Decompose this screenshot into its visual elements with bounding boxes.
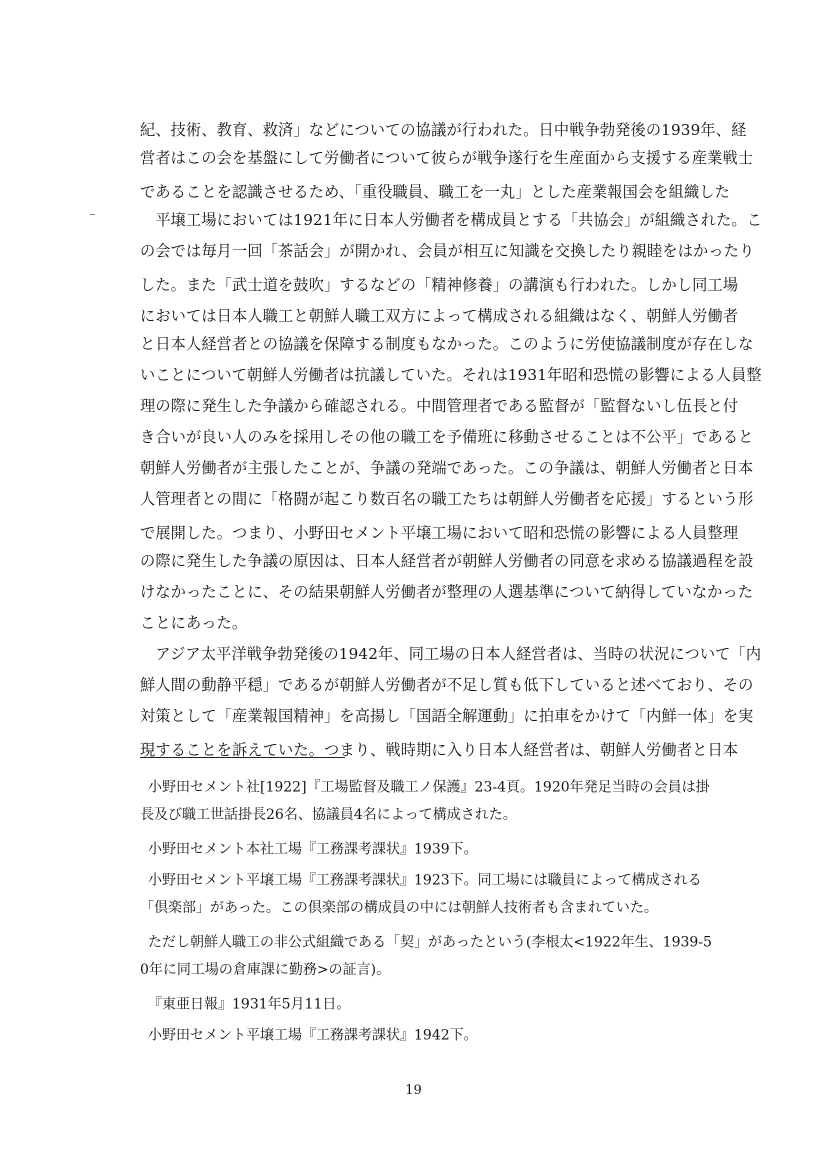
page-number: 19 <box>405 1083 422 1098</box>
body-line: アジア太平洋戦争勃発後の1942年、同工場の日本人経営者は、当時の状況について「内 <box>140 645 762 663</box>
body-line: 理の際に発生した争議から確認される。中間管理者である監督が「監督ないし伍長と付 <box>140 397 739 415</box>
footnote: ただし朝鮮人職工の非公式組織である「契」があったという(李根太<1922年生、1939-5 <box>148 934 712 951</box>
body-line: 対策として「産業報国精神」を高揚し「国語全解運動」に拍車をかけて「内鮮一体」を実 <box>140 707 754 725</box>
body-line: 紀、技術、教育、救済」などについての協議が行われた。日中戦争勃発後の1939年、経 <box>140 121 747 140</box>
body-line: 平壌工場においては1921年に日本人労働者を構成員とする「共協会」が組織された。こ <box>140 211 763 229</box>
footnote: 小野田セメント平壌工場『工務課考課状』1923下。同工場には職員によって構成される <box>148 872 702 889</box>
body-line: の際に発生した争議の原因は、日本人経営者が朝鮮人労働者の同意を求める協議過程を設 <box>140 552 754 570</box>
body-line: き合いが良い人のみを採用しその他の職工を予備班に移動させることは不公平」であると <box>140 428 754 446</box>
body-line: においては日本人職工と朝鮮人職工双方によって構成される組織はなく、朝鮮人労働者 <box>140 307 739 326</box>
body-line: 朝鮮人労働者が主張したことが、争議の発端であった。この争議は、朝鮮人労働者と日本 <box>140 459 754 477</box>
body-line: 現することを訴えていた。つまり、戦時期に入り日本人経営者は、朝鮮人労働者と日本 <box>140 741 739 760</box>
body-line: 鮮人間の動静平穏」であるが朝鮮人労働者が不足し質も低下していると述べており、その <box>140 676 754 694</box>
footnote: 小野田セメント社[1922]『工場監督及職工ノ保護』23-4頁。1920年発足当時の会員は掛 <box>148 779 710 796</box>
body-line: で展開した。つまり、小野田セメント平壌工場において昭和恐慌の影響による人員整理 <box>140 524 739 543</box>
footnote: 小野田セメント平壌工場『工務課考課状』1942下。 <box>148 1027 478 1044</box>
footnote-continuation: 「倶楽部」があった。この倶楽部の構成員の中には朝鮮人技術者も含まれていた。 <box>140 900 658 916</box>
body-line: と日本人経営者との協議を保障する制度もなかった。このように労使協議制度が存在しな <box>140 335 754 353</box>
footnote-continuation: 0年に同工場の倉庫課に勤務>の証言)。 <box>140 962 391 978</box>
body-line: であることを認識させるため、「重役職員、職工を一丸」とした産業報国会を組織した <box>140 183 730 202</box>
margin-mark <box>90 214 95 215</box>
body-line: した。また「武士道を鼓吹」するなどの「精神修養」の講演も行われた。しかし同工場 <box>140 276 739 295</box>
footnote: 小野田セメント本社工場『工務課考課状』1939下。 <box>148 841 478 858</box>
body-line: ことにあった。 <box>140 614 248 632</box>
footnote: 『東亜日報』1931年5月11日。 <box>148 996 351 1013</box>
body-line: 人管理者との間に「格闘が起こり数百名の職工たちは朝鮮人労働者を応援」するという形 <box>140 490 754 508</box>
body-line: の会では毎月一回「茶話会」が開かれ、会員が相互に知識を交換したり親睦をはかったり <box>140 242 755 260</box>
footnote-continuation: 長及び職工世話掛長26名、協議員4名によって構成された。 <box>140 807 517 823</box>
body-line: けなかったことに、その結果朝鮮人労働者が整理の人選基準について納得していなかった <box>140 583 754 601</box>
footnote-separator <box>140 757 345 758</box>
body-line: 営者はこの会を基盤にして労働者について彼らが戦争遂行を生産面から支援する産業戦士 <box>140 149 754 167</box>
body-line: いことについて朝鮮人労働者は抗議していた。それは1931年昭和恐慌の影響による人員整 <box>140 366 762 384</box>
